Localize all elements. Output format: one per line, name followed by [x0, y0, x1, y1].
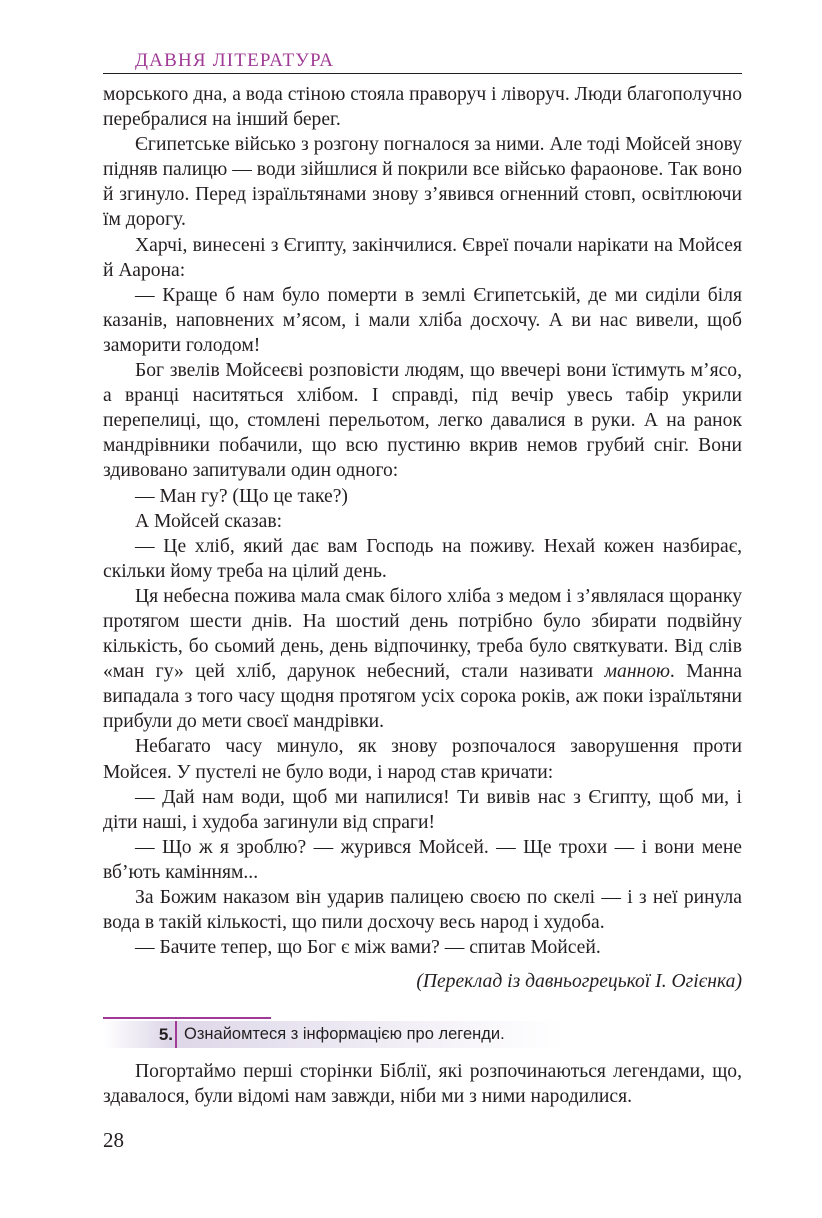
- running-head: ДАВНЯ ЛІТЕРАТУРА: [135, 50, 335, 71]
- paragraph: Погортаймо перші сторінки Біблії, які розпочинаються легендами, що, здавалося, були відомі нам завжди, ніби ми з ними народилися.: [103, 1061, 742, 1108]
- dialogue-line: — Дай нам води, щоб ми напилися! Ти вивів нас з Єгипту, щоб ми, і діти наші, і худоба загинули від спраги!: [103, 786, 742, 833]
- page-number: 28: [103, 1128, 124, 1152]
- story-text: [103, 82, 742, 960]
- dialogue-line: — Бачите тепер, що Бог є між вами? — спитав Мойсей.: [135, 937, 601, 959]
- intro-text: [103, 1059, 742, 1109]
- paragraph-part: . Манна випадала з того часу щодня протягом усіх сорока років, аж поки ізраїльтяни прибули до мети своєї мандрівки.: [103, 661, 742, 733]
- paragraph: Харчі, винесені з Єгипту, закінчилися. Євреї почали нарікати на Мойсея й Аарона:: [103, 234, 742, 281]
- paragraph: А Мойсей сказав:: [135, 510, 283, 532]
- dialogue-line: — Ман гу? (Що це таке?): [135, 485, 348, 507]
- paragraph: морського дна, а вода стіною стояла праворуч і ліворуч. Люди благополучно перебралися на інший берег.: [103, 84, 742, 131]
- paragraph: За Божим наказом він ударив палицею своєю по скелі — і з неї ринула вода в такій кількості, що пили досхочу весь народ і худоба.: [103, 887, 742, 934]
- paragraph-part: Ця небесна пожива мала смак білого хліба з медом і з’являлася щоранку протягом шести днів. На шостий день потрібно було збирати подвійну кількість, бо сьомий день, день відпочинку, треба було святкувати. Від слів «ман гу» цей хліб, дарунок небесний, стали називати: [103, 585, 742, 683]
- dialogue-line: — Це хліб, який дає вам Господь на поживу. Нехай кожен назбирає, скільки йому треба на цілий день.: [103, 535, 742, 582]
- paragraph: Небагато часу минуло, як знову розпочалося заворушення проти Мойсея. У пустелі не було води, і народ став кричати:: [103, 736, 742, 783]
- paragraph: [103, 584, 742, 735]
- task-number: 5.: [158, 1025, 173, 1044]
- translation-attribution: (Переклад із давньогрецької І. Огієнка): [416, 971, 742, 992]
- emphasis-term: манною: [604, 661, 670, 683]
- paragraph: Бог звелів Мойсеєві розповісти людям, що ввечері вони їстимуть м’ясо, а вранці наситяться хлібом. І справді, під вечір увесь табір укрили перепелиці, що, стомлені перельотом, легко давалися в руки. А на ранок мандрівники побачили, що всю пустиню вкрив немов грубий сніг. Вони здивовано запитували один одного:: [103, 360, 742, 482]
- dialogue-line: — Краще б нам було померти в землі Єгипетській, де ми сиділи біля казанів, наповнених м’ясом, і мали хліба досхочу. А ви нас вивели, щоб заморити голодом!: [103, 284, 742, 356]
- task-instruction: Ознайомтеся з інформацією про легенди.: [184, 1025, 505, 1043]
- paragraph: Єгипетське військо з розгону погналося за ними. Але тоді Мойсей знову підняв палицю — води зійшлися й покрили все військо фараонове. Так воно й згинуло. Перед ізраїльтянами знову з’явився огненний стовп, освітлюючи їм дорогу.: [103, 134, 742, 231]
- task-accent-rule: [103, 1017, 271, 1019]
- dialogue-line: — Що ж я зроблю? — журився Мойсей. — Ще трохи — і вони мене вб’ють камінням...: [103, 836, 742, 883]
- header-rule: [103, 73, 742, 74]
- task-divider: [175, 1021, 177, 1048]
